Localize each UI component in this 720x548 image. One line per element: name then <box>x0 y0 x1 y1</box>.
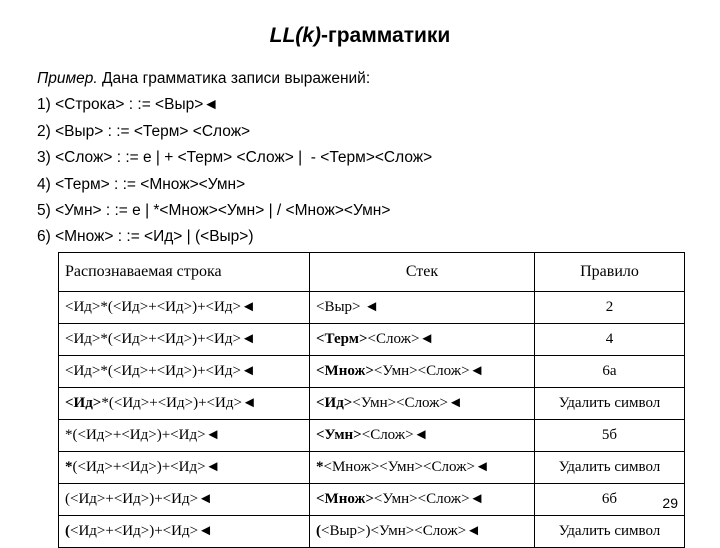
cell-segment: *(<Ид>+<Ид>)+<Ид>◄ <box>65 427 221 443</box>
stack-cell <box>310 324 535 356</box>
grammar-rule: 4) <Терм> : := <Множ><Умн> <box>37 175 246 193</box>
rule-cell: 6б <box>535 484 685 516</box>
stack-cell <box>310 516 535 548</box>
cell-segment: <Умн><Слож>◄ <box>373 363 485 379</box>
header-rule: Правило <box>535 253 685 292</box>
cell-segment: <Умн><Слож>◄ <box>373 491 485 507</box>
cell-segment: ( <box>65 523 70 539</box>
stack-cell <box>310 420 535 452</box>
title-suffix: -грамматики <box>320 24 451 47</box>
cell-segment: <Умн><Слож>◄ <box>352 395 463 411</box>
cell-segment: <Ид>*(<Ид>+<Ид>)+<Ид>◄ <box>65 331 256 347</box>
cell-segment: <Ид>*(<Ид>+<Ид>)+<Ид>◄ <box>65 363 256 379</box>
cell-segment: <Выр> ◄ <box>316 299 380 315</box>
slide-title <box>0 24 720 48</box>
input-string-cell <box>59 292 310 324</box>
stack-cell <box>310 388 535 420</box>
cell-segment: <Выр>)<Умн><Слож>◄ <box>321 523 481 539</box>
cell-segment: <Множ><Умн><Слож>◄ <box>323 459 490 475</box>
grammar-rule: 1) <Строка> : := <Выр>◄ <box>37 96 219 114</box>
grammar-rule: 3) <Слож> : := e | + <Терм> <Слож> | - <Терм><Слож> <box>37 149 433 167</box>
example-text: Дана грамматика записи выражений: <box>97 70 371 87</box>
rule-cell: 6а <box>535 356 685 388</box>
cell-segment: <Ид>+<Ид>)+<Ид>◄ <box>70 523 213 539</box>
example-intro <box>37 66 432 92</box>
cell-segment: * <box>65 459 73 475</box>
cell-segment: (<Ид>+<Ид>)+<Ид>◄ <box>72 459 221 475</box>
rule-cell: 4 <box>535 324 685 356</box>
table-header-row <box>59 253 685 292</box>
grammar-rules <box>37 66 432 251</box>
page-number: 29 <box>662 495 678 511</box>
rule-cell: 2 <box>535 292 685 324</box>
table-row <box>59 356 685 388</box>
stack-cell <box>310 292 535 324</box>
input-string-cell <box>59 452 310 484</box>
grammar-rule: 5) <Умн> : := e | *<Множ><Умн> | / <Множ><Умн> <box>37 202 391 220</box>
cell-segment: ( <box>316 523 321 539</box>
table-row <box>59 484 685 516</box>
stack-cell <box>310 452 535 484</box>
table-row <box>59 420 685 452</box>
header-stack: Стек <box>310 253 535 292</box>
cell-segment: <Множ> <box>316 491 374 507</box>
header-input-string: Распознаваемая строка <box>59 253 310 292</box>
table-row <box>59 292 685 324</box>
cell-segment: <Ид> <box>65 395 102 411</box>
input-string-cell <box>59 516 310 548</box>
cell-segment: <Слож>◄ <box>367 331 435 347</box>
table-row <box>59 516 685 548</box>
cell-segment: <Слож>◄ <box>361 427 429 443</box>
input-string-cell <box>59 388 310 420</box>
cell-segment: * <box>316 459 324 475</box>
table-row <box>59 452 685 484</box>
stack-cell <box>310 484 535 516</box>
example-label: Пример. <box>37 70 98 87</box>
cell-segment: (<Ид>+<Ид>)+<Ид>◄ <box>65 491 213 507</box>
stack-cell <box>310 356 535 388</box>
title-ll-k: LL(k) <box>269 24 321 47</box>
rule-cell: Удалить символ <box>535 388 685 420</box>
cell-segment: <Умн> <box>316 427 362 443</box>
input-string-cell <box>59 484 310 516</box>
cell-segment: <Терм> <box>316 331 368 347</box>
cell-segment: <Множ> <box>316 363 374 379</box>
grammar-rule: 2) <Выр> : := <Терм> <Слож> <box>37 122 251 140</box>
grammar-rule: 6) <Множ> : := <Ид> | (<Выр>) <box>37 228 254 246</box>
table-row <box>59 324 685 356</box>
rule-cell: Удалить символ <box>535 452 685 484</box>
table-row <box>59 388 685 420</box>
rule-cell: Удалить символ <box>535 516 685 548</box>
rule-cell: 5б <box>535 420 685 452</box>
parse-table <box>58 252 685 548</box>
cell-segment: <Ид>*(<Ид>+<Ид>)+<Ид>◄ <box>65 299 256 315</box>
cell-segment: <Ид> <box>316 395 353 411</box>
input-string-cell <box>59 324 310 356</box>
cell-segment: *(<Ид>+<Ид>)+<Ид>◄ <box>101 395 257 411</box>
input-string-cell <box>59 356 310 388</box>
input-string-cell <box>59 420 310 452</box>
